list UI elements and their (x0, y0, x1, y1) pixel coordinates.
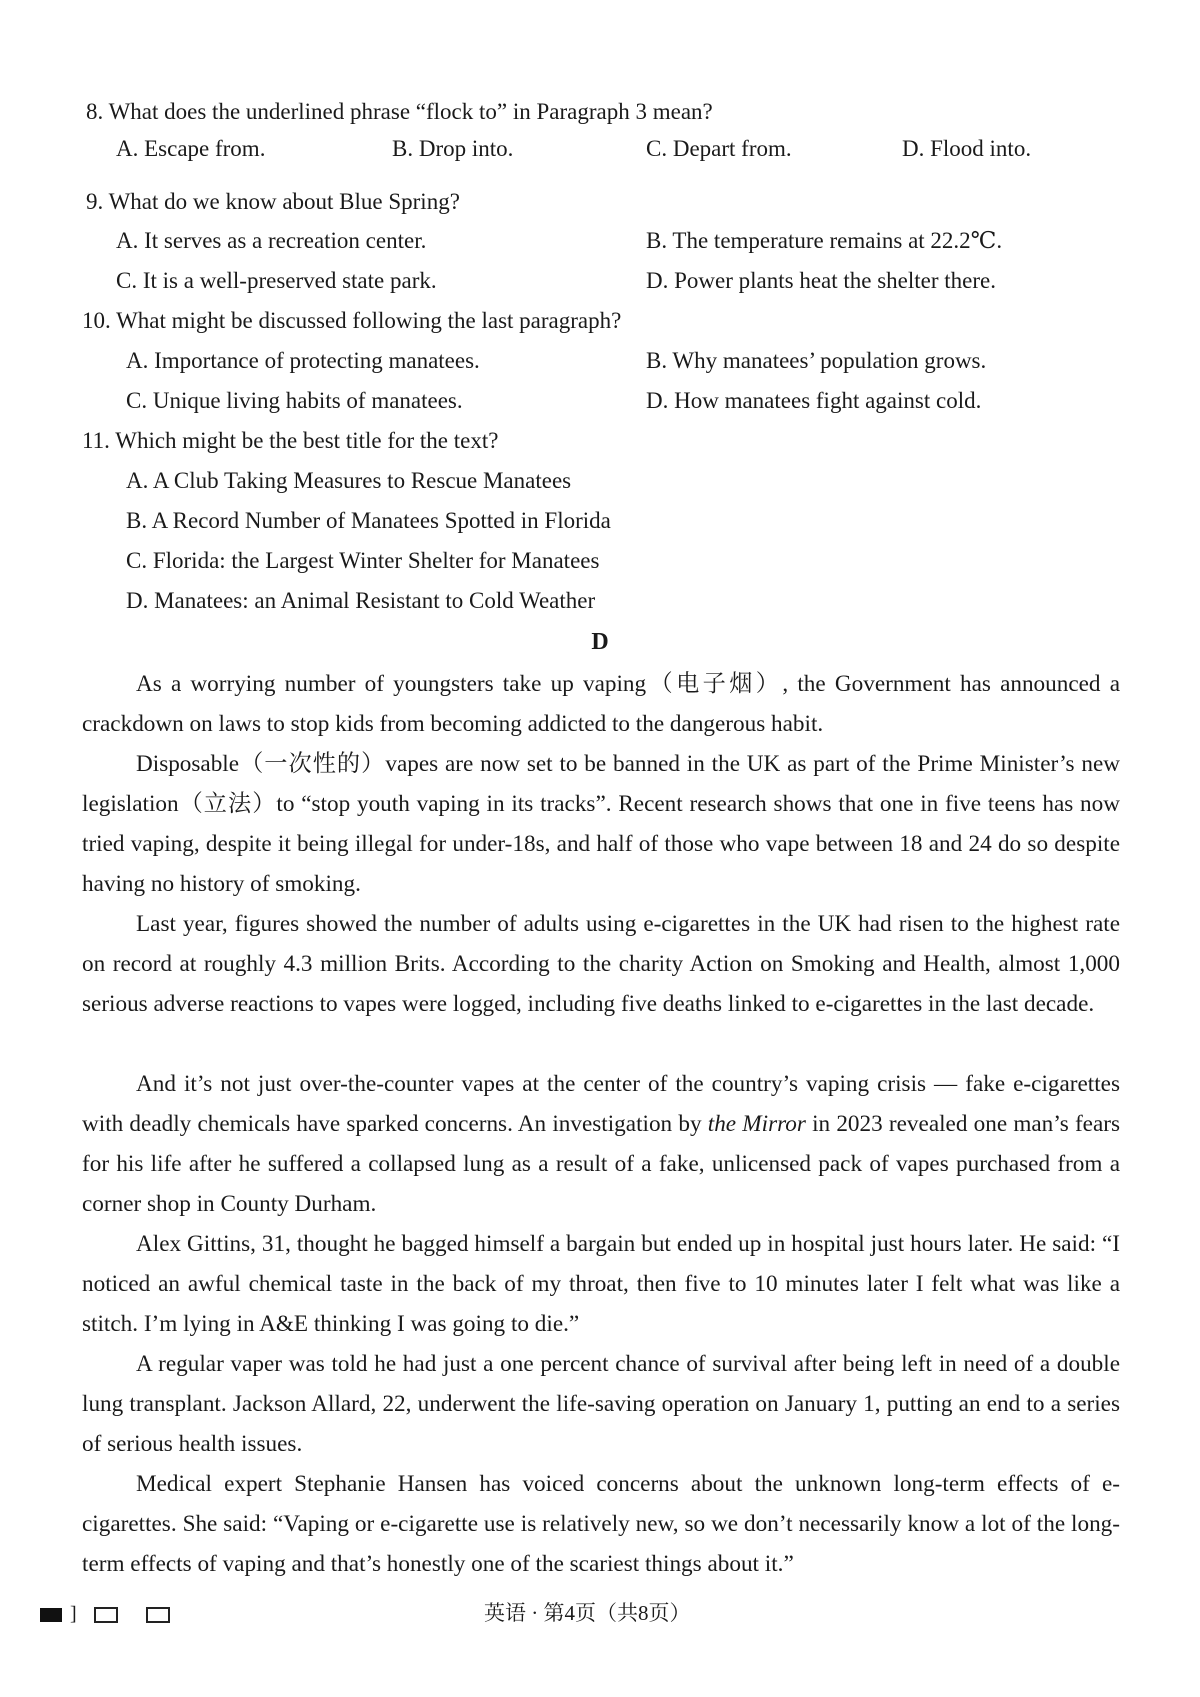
page-number: 英语 · 第4页（共8页） (484, 1601, 691, 1625)
question-10-option-b: B. Why manatees’ population grows. (646, 348, 987, 373)
passage-paragraph-5: Alex Gittins, 31, thought he bagged himself a bargain but ended up in hospital just hours later. He said: “I noticed an awful chemical taste in the back of my throat, then five to 10 minutes later I felt what was like a stitch. I’m lying in A&E thinking I was going to die.” (82, 1231, 1120, 1337)
passage-paragraph-2: Disposable（一次性的）vapes are now set to be banned in the UK as part of the Prime Minister’s new legislation（立法）to “stop youth vaping in its tracks”. Recent research shows that one in five teens has now tried vaping, despite it being illegal for under-18s, and half of those who vape between 18 and 24 do so despite having no history of smoking. (82, 751, 1120, 897)
question-11-option-b: B. A Record Number of Manatees Spotted in Florida (126, 508, 611, 533)
question-11-option-d: D. Manatees: an Animal Resistant to Cold Weather (126, 588, 596, 613)
question-8-option-d: D. Flood into. (902, 136, 1032, 161)
paragraph-4-text-start: And it’s not just over-the-counter vapes at the center of the country’s vaping crisis — fake e-cigarettes with deadly chemicals have sparked concerns. An investigation by (82, 1071, 1120, 1137)
question-9-option-d: D. Power plants heat the shelter there. (646, 268, 996, 293)
empty-square-icon (94, 1607, 118, 1623)
footer-bracket-mark: ] (70, 1603, 77, 1625)
question-8-stem: 8. What does the underlined phrase “flock to” in Paragraph 3 mean? (86, 99, 713, 124)
question-9-option-b: B. The temperature remains at 22.2℃. (646, 228, 1003, 253)
passage-paragraph-1: As a worrying number of youngsters take up vaping（电子烟）, the Government has announced a crackdown on laws to stop kids from becoming addicted to the dangerous habit. (82, 671, 1120, 737)
filled-square-icon (40, 1608, 62, 1622)
question-10-option-d: D. How manatees fight against cold. (646, 388, 982, 413)
question-8-option-c: C. Depart from. (646, 136, 792, 161)
question-10-option-c: C. Unique living habits of manatees. (126, 388, 463, 413)
question-10-stem: 10. What might be discussed following the last paragraph? (82, 308, 622, 333)
passage-paragraph-3: Last year, figures showed the number of adults using e-cigarettes in the UK had risen to the highest rate on record at roughly 4.3 million Brits. According to the charity Action on Smoking and Health, almost 1,000 serious adverse reactions to vapes were logged, including five deaths linked to e-cigarettes in the last decade. (82, 911, 1120, 1017)
question-8-option-b: B. Drop into. (392, 136, 514, 161)
passage-paragraph-6: A regular vaper was told he had just a one percent chance of survival after being left in need of a double lung transplant. Jackson Allard, 22, underwent the life-saving operation on January 1, putting an end to a series of serious health issues. (82, 1351, 1120, 1457)
empty-square-icon (146, 1607, 170, 1623)
passage-paragraph-4 (82, 1064, 1120, 1224)
question-11-stem: 11. Which might be the best title for the text? (82, 428, 499, 453)
question-11-option-c: C. Florida: the Largest Winter Shelter for Manatees (126, 548, 600, 573)
newspaper-name: the Mirror (707, 1111, 806, 1137)
question-10-option-a: A. Importance of protecting manatees. (126, 348, 480, 373)
paragraph-4-text-end: in 2023 revealed one man’s fears for his life after he suffered a collapsed lung as a result of a fake, unlicensed pack of vapes purchased from a corner shop in County Durham. (82, 1111, 1120, 1217)
passage-paragraph-7: Medical expert Stephanie Hansen has voiced concerns about the unknown long-term effects of e-cigarettes. She said: “Vaping or e-cigarette use is relatively new, so we don’t necessarily know a lot of the long-term effects of vaping and that’s honestly one of the scariest things about it.” (82, 1471, 1120, 1577)
question-8-option-a: A. Escape from. (116, 136, 266, 161)
question-9-option-a: A. It serves as a recreation center. (116, 228, 427, 253)
section-title: D (591, 629, 609, 655)
question-11-option-a: A. A Club Taking Measures to Rescue Manatees (126, 468, 572, 493)
question-9-stem: 9. What do we know about Blue Spring? (86, 189, 460, 214)
question-9-option-c: C. It is a well-preserved state park. (116, 268, 437, 293)
